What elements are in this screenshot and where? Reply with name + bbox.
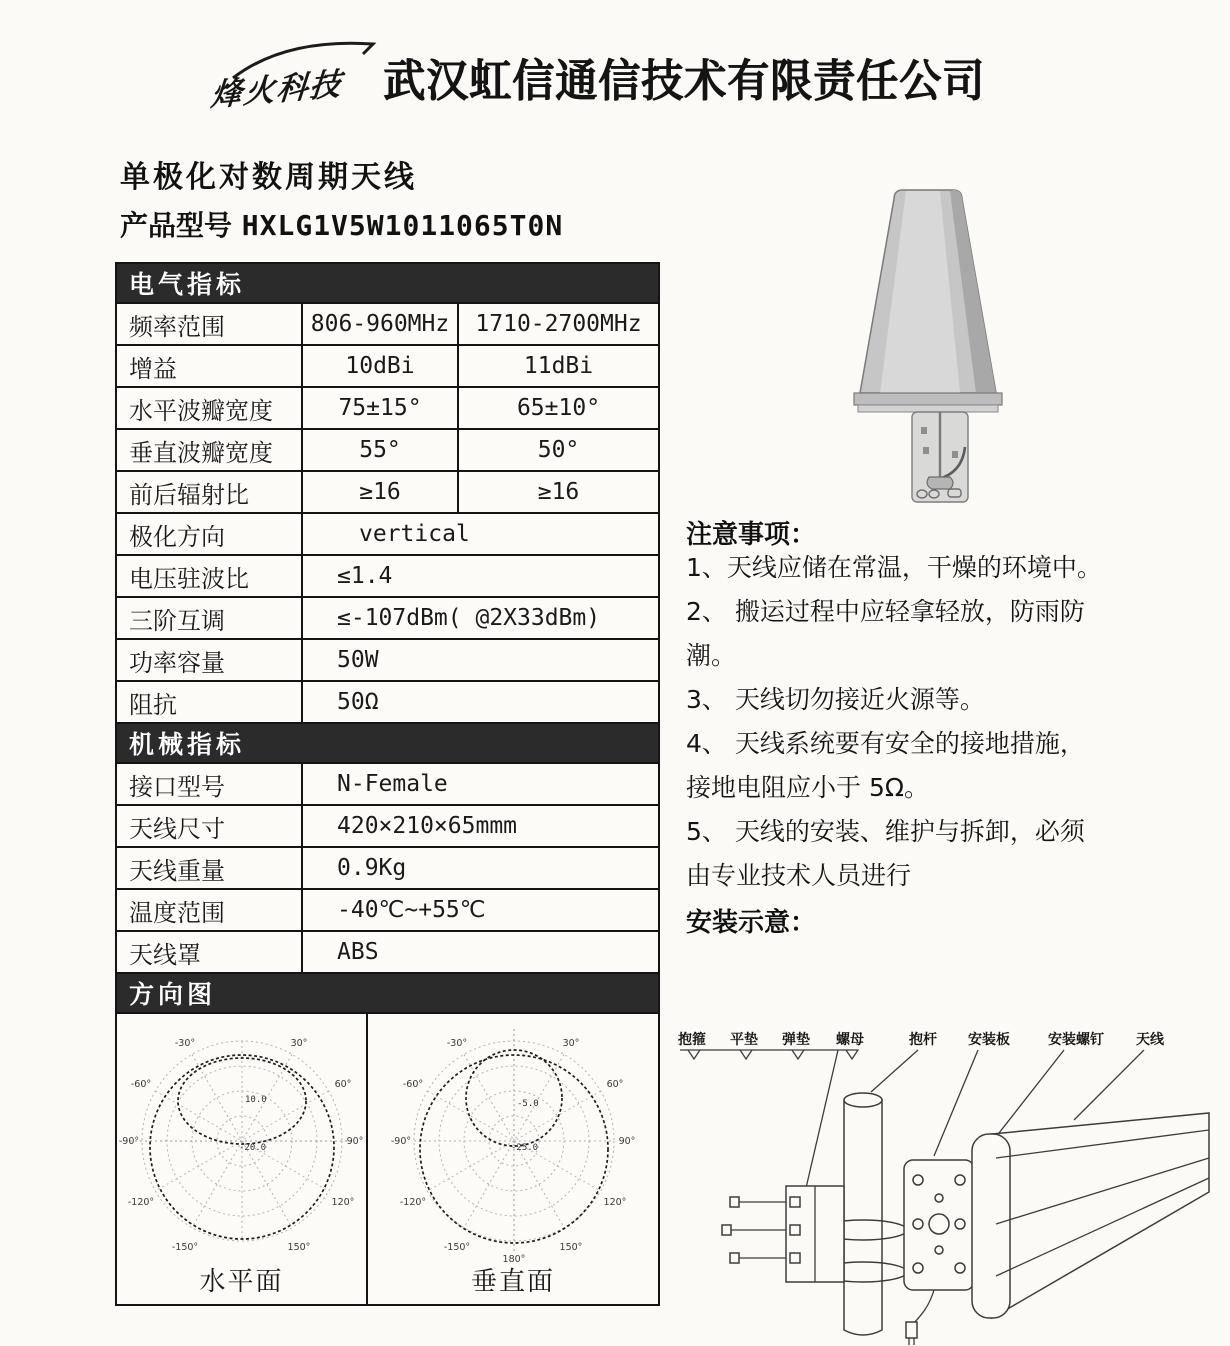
install-part-label: 螺母	[836, 1032, 864, 1048]
angle-tick: -120°	[127, 1197, 155, 1208]
row-value: ≥16	[303, 472, 459, 512]
angle-tick: 90°	[618, 1136, 636, 1147]
install-part-label: 安装螺钉	[1048, 1032, 1104, 1048]
table-row	[117, 804, 658, 846]
row-label: 天线尺寸	[117, 806, 303, 846]
table-row	[117, 930, 658, 972]
note-line: 由专业技术人员进行	[686, 861, 912, 890]
radial-tick: -20.0	[239, 1143, 267, 1153]
angle-tick: 180°	[502, 1254, 526, 1265]
row-value: 75±15°	[303, 388, 459, 428]
angle-tick: 120°	[331, 1197, 355, 1208]
row-value: ABS	[337, 939, 379, 965]
spec-table	[115, 262, 660, 1306]
row-label: 接口型号	[117, 764, 303, 804]
table-row	[117, 512, 658, 554]
row-label: 前后辐射比	[117, 472, 303, 512]
logo-calligraphy-text: 烽火科技	[209, 66, 345, 115]
row-value: 1710-2700MHz	[475, 311, 642, 337]
row-value: 50Ω	[337, 689, 379, 715]
table-row	[117, 344, 658, 386]
note-line: 接地电阻应小于 5Ω。	[686, 773, 929, 802]
pattern-cell-horizontal	[117, 1014, 368, 1304]
note-line: 3、 天线切勿接近火源等。	[686, 685, 985, 714]
row-label: 垂直波瓣宽度	[117, 430, 303, 470]
angle-tick: -90°	[118, 1136, 140, 1147]
row-value: ≥16	[537, 479, 580, 505]
angle-tick: 60°	[334, 1079, 352, 1090]
install-diagram	[666, 1018, 1228, 1346]
angle-tick: -60°	[402, 1079, 424, 1090]
install-part-label: 安装板	[968, 1032, 1010, 1048]
table-row	[117, 888, 658, 930]
install-part-label: 天线	[1136, 1032, 1164, 1048]
table-row	[117, 554, 658, 596]
row-value: 806-960MHz	[303, 304, 459, 344]
pattern-cell-vertical	[368, 1014, 658, 1304]
angle-tick: -30°	[174, 1038, 196, 1049]
row-value: 0.9Kg	[337, 855, 407, 881]
angle-tick: 120°	[603, 1197, 627, 1208]
angle-tick: 150°	[287, 1242, 311, 1253]
row-value: N-Female	[337, 771, 448, 797]
row-label: 天线重量	[117, 848, 303, 888]
row-label: 电压驻波比	[117, 556, 303, 596]
notes-list	[686, 546, 1226, 898]
note-line: 潮。	[686, 641, 737, 670]
radial-tick: 10.0	[245, 1095, 267, 1105]
row-label: 天线罩	[117, 932, 303, 972]
table-row	[117, 428, 658, 470]
row-label: 极化方向	[117, 514, 303, 554]
polar-plot-vertical	[389, 1016, 639, 1266]
table-row	[117, 638, 658, 680]
angle-tick: -60°	[130, 1079, 152, 1090]
angle-tick: -150°	[171, 1242, 199, 1253]
angle-tick: -120°	[399, 1197, 427, 1208]
table-row	[117, 386, 658, 428]
product-title: 单极化对数周期天线	[120, 160, 417, 195]
row-label: 增益	[117, 346, 303, 386]
install-part-label: 抱箍	[678, 1032, 706, 1048]
model-value: HXLG1V5W1011065T0N	[241, 209, 564, 242]
row-value: 10dBi	[303, 346, 459, 386]
install-part-label: 平垫	[730, 1032, 758, 1048]
table-row	[117, 680, 658, 722]
polar-plot-horizontal	[117, 1016, 367, 1266]
section-header-mechanical: 机械指标	[117, 722, 658, 762]
section-header-electrical: 电气指标	[117, 264, 658, 302]
row-value: 11dBi	[523, 353, 594, 379]
table-row	[117, 596, 658, 638]
install-part-label: 弹垫	[782, 1032, 810, 1048]
install-part-label: 抱杆	[909, 1032, 937, 1048]
note-line: 4、 天线系统要有安全的接地措施，	[686, 729, 1085, 758]
angle-tick: 150°	[559, 1242, 583, 1253]
row-value: vertical	[359, 521, 470, 547]
row-value: 50W	[337, 647, 379, 673]
company-logo	[205, 30, 395, 125]
angle-tick: 60°	[606, 1079, 624, 1090]
row-value: ≤1.4	[337, 563, 393, 589]
angle-tick: 90°	[346, 1136, 364, 1147]
row-value: ≤-107dBm( @2X33dBm)	[337, 605, 601, 631]
row-label: 功率容量	[117, 640, 303, 680]
table-row	[117, 762, 658, 804]
company-name: 武汉虹信通信技术有限责任公司	[383, 54, 986, 107]
table-row	[117, 302, 658, 344]
row-label: 频率范围	[117, 304, 303, 344]
angle-tick: -90°	[390, 1136, 412, 1147]
angle-tick: -150°	[443, 1242, 471, 1253]
table-row	[117, 846, 658, 888]
antenna-product-figure	[828, 183, 1048, 508]
pattern-caption-vertical: 垂直面	[470, 1267, 555, 1297]
row-label: 三阶互调	[117, 598, 303, 638]
row-label: 阻抗	[117, 682, 303, 722]
radial-tick: -5.0	[517, 1099, 539, 1109]
pattern-area	[117, 1012, 658, 1304]
row-label: 温度范围	[117, 890, 303, 930]
row-label: 水平波瓣宽度	[117, 388, 303, 428]
table-row	[117, 470, 658, 512]
notes-heading: 注意事项：	[686, 520, 817, 550]
note-line: 2、 搬运过程中应轻拿轻放，防雨防	[686, 597, 1085, 626]
row-value: 55°	[303, 430, 459, 470]
row-value: -40℃~+55℃	[337, 897, 486, 923]
section-header-patterns: 方向图	[117, 972, 658, 1012]
angle-tick: 30°	[562, 1038, 580, 1049]
radial-tick: -25.0	[511, 1143, 539, 1153]
row-value: 50°	[537, 437, 580, 463]
pattern-caption-horizontal: 水平面	[199, 1267, 284, 1297]
row-value: 420×210×65mmm	[337, 813, 518, 839]
row-value: 65±10°	[516, 395, 601, 421]
angle-tick: -30°	[446, 1038, 468, 1049]
note-line: 1、天线应储在常温，干燥的环境中。	[686, 553, 1102, 582]
install-heading: 安装示意：	[686, 908, 817, 938]
note-line: 5、 天线的安装、维护与拆卸，必须	[686, 817, 1085, 846]
angle-tick: 30°	[290, 1038, 308, 1049]
model-label: 产品型号	[120, 209, 233, 242]
